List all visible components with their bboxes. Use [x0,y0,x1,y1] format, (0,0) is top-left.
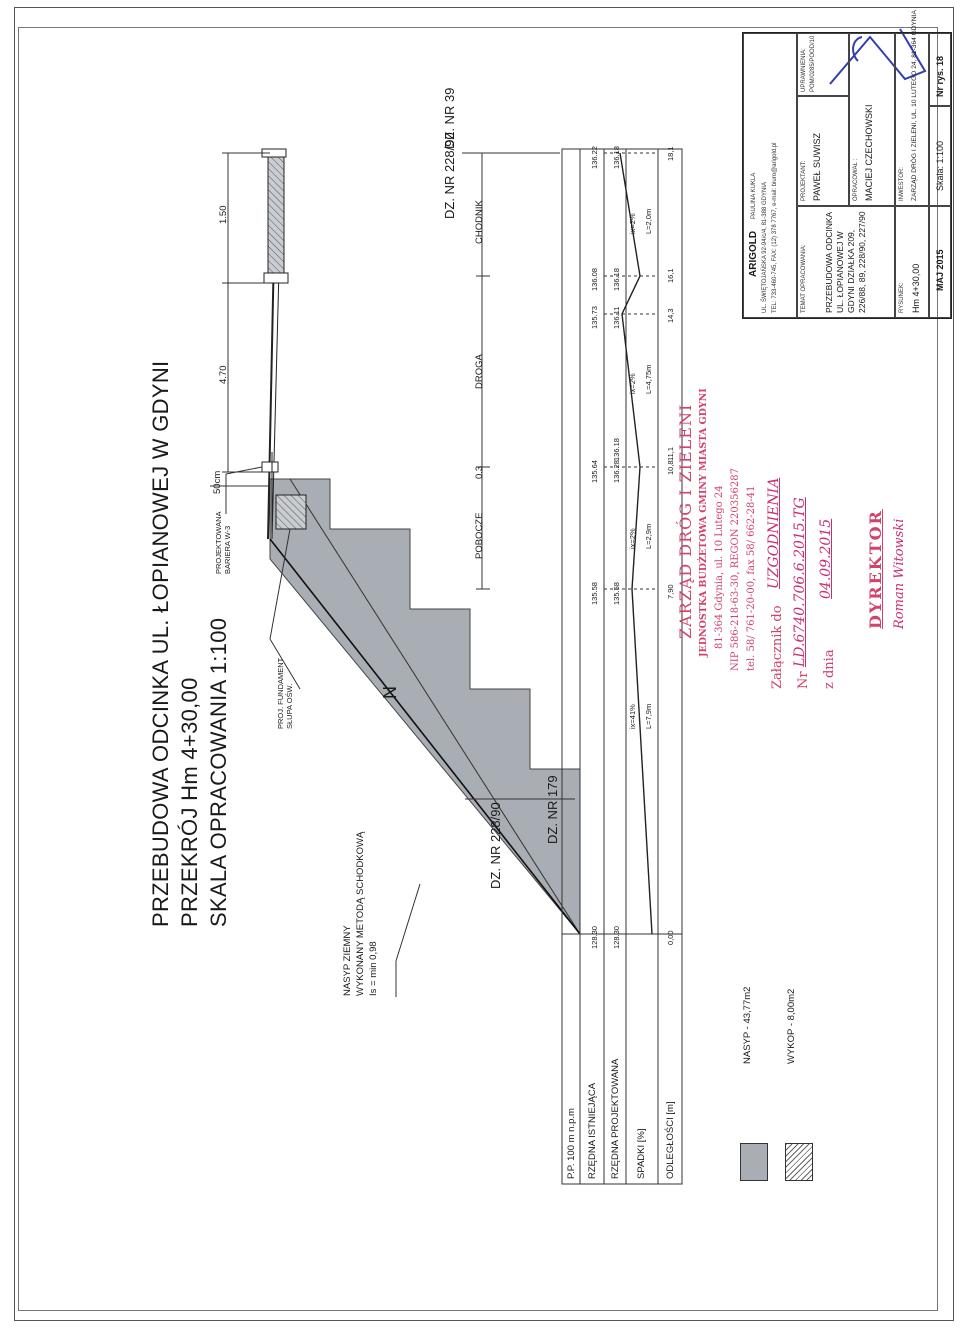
legend-fill-label: NASYP - 43,77m2 [742,986,753,1064]
distance-value: 10,8 [666,460,675,475]
stamp-nr-label: Nr [796,671,811,689]
stamp-nr-value: LD.6740.706.6.2015.TG [792,497,808,667]
stamp-date-value: 04.09.2015 [818,518,834,599]
stamp-line-1: ZARZĄD DRÓG I ZIELENI [676,403,695,639]
tb-sheet: Nr rys. 18 [935,55,945,97]
stamp-director-name: Roman Witowski [892,518,907,629]
tb-drawing-cell [895,206,929,318]
fill-note-1: NASYP ZIEMNY [342,925,353,996]
designed-value: 136.11 [612,306,621,329]
tb-licence-value: POM/0285/POOD/10 [810,35,816,92]
foundation-cut [276,495,306,529]
fill-note-3: Is = min 0,98 [368,941,379,996]
lot-label-228-left: DZ. NR 228/90 [488,802,503,889]
stamp-approval-label: Załącznik do [770,605,785,689]
existing-value: 135.58 [590,582,599,605]
distance-value: 18,1 [666,146,675,161]
slope-value: ix=2% [628,373,637,394]
stamp-line-3: 81-364 Gdynia, ul. 10 Lutego 24 [714,485,725,649]
tb-scale: Skala: 1:100 [935,140,945,191]
row-label-slopes: SPADKI [%] [636,1128,647,1179]
fill-note-2: WYKONANY METODĄ SCHODKOWĄ [355,831,366,996]
slope-length: L=7,9m [644,703,653,729]
title-block [742,10,952,319]
tb-investor-label: INWESTOR: [899,167,905,201]
tb-drawing-label: RYSUNEK: [899,282,905,313]
tb-topic-label: TEMAT OPRACOWANIA: [801,244,807,313]
lot-label-228-right: DZ. NR 228/90 [442,132,457,219]
stamp-approval-value: UZGODNIENIA [766,477,782,589]
tb-company-addr: UL. ŚWIĘTOJAŃSKA 92-94/c/4, 81-388 GDYNIA [762,182,768,313]
barrier-label-1: PROJEKTOWANA [214,511,223,574]
slope-value: ix=2% [628,528,637,549]
zone-sidewalk: CHODNIK [474,200,485,244]
stamp-line-4: NIP 586-218-63-30, REGON 220356287 [730,468,741,671]
foundation-label-1: PROJ. FUNDAMENT [276,657,285,729]
distance-value: 0,00 [666,930,675,945]
lot-label-179: DZ. NR 179 [545,775,560,844]
barrier-post [262,462,278,472]
dim-sidewalk: 1.50 [218,205,229,224]
tb-prepared-label: OPRACOWAŁ : [853,158,859,201]
tb-designer-label: PROJEKTANT: [801,160,807,201]
tb-date-cell [929,206,951,318]
legend-cut-label: WYKOP - 8,00m2 [786,988,797,1064]
tb-topic-value: PRZEBUDOWA ODCINKA UL. ŁOPIANOWEJ W GDYNI DZIAŁKA 209, 226/88, 89, 228/90, 227/90 [824,211,867,313]
row-label-existing: RZĘDNA ISTNIEJĄCA [587,1082,598,1179]
designed-value: 135.58 [612,582,621,605]
barrier-height: 50cm [212,470,223,494]
lot-label-39: DZ. NR 39 [442,87,457,149]
legend-cut-swatch [785,1143,813,1181]
legend-fill-swatch [740,1143,768,1181]
designed-value: 136.18 [612,146,621,169]
foundation-label-2: SŁUPA OŚW. [285,683,294,729]
dim-road: 4.70 [218,365,229,384]
sidewalk-hatch [268,152,284,276]
existing-value: 136.08 [590,268,599,291]
slope-length: L=4,75m [644,364,653,394]
distance-value: 11,1 [666,446,675,461]
distance-value: 16,1 [666,268,675,283]
tb-drawing-value: Hm 4+30,00 [911,263,921,313]
slope-length: L=2,9m [644,523,653,549]
tb-investor-cell [895,10,929,206]
row-label-datum: P.P. 100 m n.p.m [566,1108,577,1179]
stamp-date-label: z dnia [822,649,837,689]
design-slope-line [270,539,580,934]
tb-prepared-value: MACIEJ CZECHOWSKI [864,104,874,201]
row-label-designed: RZĘDNA PROJEKTOWANA [610,1058,621,1179]
designed-value: 136.28 [612,460,621,483]
tb-licence-cell [797,33,849,96]
tb-designer-value: PAWEŁ SUWISZ [812,132,822,201]
stamp-line-2: JEDNOSTKA BUDŻETOWA GMINY MIASTA GDYNI [698,388,709,657]
tb-company-contact: TEL: 733-460-745, FAX: (12) 378 7767, e-mail: biuro@arigold.pl [772,142,778,313]
tb-licence-label: UPRAWNIENIA: [801,48,807,92]
barrier-label-2: BARIERA W-3 [223,525,232,574]
tb-company: ARIGOLD [748,230,759,277]
slope-value: ix=2% [628,213,637,234]
distance-value: 7,90 [666,584,675,599]
dim-shoulder: 0.3 [474,465,485,479]
existing-value: 135.64 [590,460,599,483]
slope-length: L=2,0m [644,208,653,234]
tb-company-owner: PAULINA KUKLA [751,172,757,219]
existing-value: 136.22 [590,146,599,169]
title-line-2: PRZEKRÓJ Hm 4+30,00 [177,677,202,927]
tb-investor-value: ZARZĄD DRÓG I ZIELENI, UL. 10 LUTEGO 24, 81-364 GDYNIA [911,10,918,201]
tb-sheet-cell [929,33,951,106]
profile-table [562,149,682,1184]
embankment-fill [270,479,580,934]
existing-ground-line [290,479,580,934]
fill-symbol: N [380,686,400,699]
tb-company-cell [743,33,797,318]
tb-date: MAJ 2015 [935,249,945,291]
designed-value: 128.30 [612,926,621,949]
row-label-distances: ODLEGŁOŚCI [m] [665,1101,676,1179]
title-line-1: PRZEBUDOWA ODCINKA UL. ŁOPIANOWEJ W GDYNI [148,360,173,927]
tb-prepared-cell [849,33,895,206]
stamp-line-5: tel. 58/ 761-20-00, fax 58/ 662-28-41 [746,485,757,671]
existing-value: 128.30 [590,926,599,949]
slope-value: ix=41% [628,704,637,729]
zone-shoulder: POBOCZE [474,512,485,559]
curb-left [264,273,288,283]
designed-value: 136.18 [612,438,621,461]
tb-designer-cell [797,96,849,206]
stamp-director-title: DYREKTOR [866,509,885,629]
designed-value: 136.18 [612,268,621,291]
distance-value: 14,3 [666,308,675,323]
existing-value: 135.73 [590,306,599,329]
title-line-3: SKALA OPRACOWANIA 1:100 [206,617,231,927]
tb-topic-cell [797,206,895,318]
zone-road: DROGA [474,354,485,389]
tb-scale-cell [929,106,951,206]
